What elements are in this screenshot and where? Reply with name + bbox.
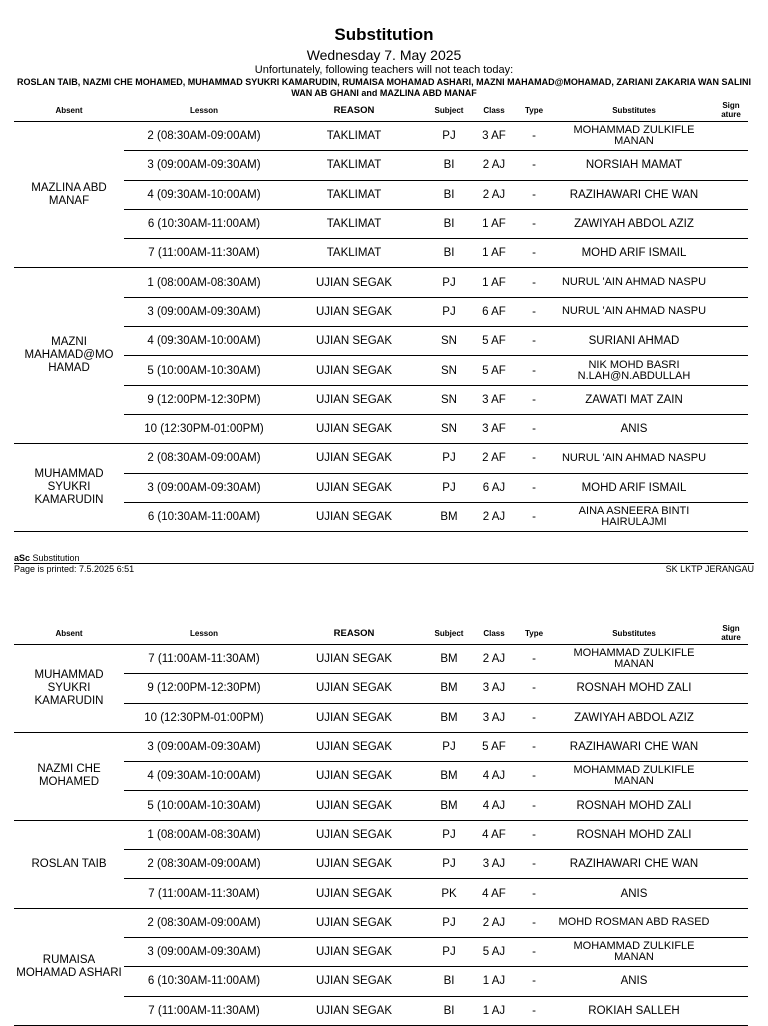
signature-cell [714,297,748,326]
subject-cell: BI [424,151,474,180]
printed-page-1 [0,24,768,532]
subject-cell: BM [424,674,474,703]
reason-cell: UJIAN SEGAK [284,268,424,297]
page-title: Substitution [334,25,434,44]
lesson-cell: 3 (09:00AM-09:30AM) [124,937,284,966]
class-cell: 1 AJ [474,996,514,1025]
subject-cell: BM [424,645,474,674]
substitute-cell: RAZIHAWARI CHE WAN [554,180,714,209]
substitute-cell: NURUL 'AIN AHMAD NASPU [554,444,714,473]
table-row [14,645,748,674]
absent-teacher-cell: MAZLINA ABD MANAF [14,122,124,268]
table-row [14,180,748,209]
type-cell: - [514,327,554,356]
type-cell: - [514,762,554,791]
type-cell: - [514,996,554,1025]
substitute-cell: ANIS [554,414,714,443]
signature-cell [714,180,748,209]
substitute-cell: ROSNAH MOHD ZALI [554,791,714,820]
table-row [14,414,748,443]
type-cell: - [514,820,554,849]
table-body [14,645,748,1026]
signature-cell [714,820,748,849]
footer-printed: Page is printed: 7.5.2025 6:51 [14,564,135,574]
class-cell: 1 AF [474,209,514,238]
col-reason: REASON [284,622,424,645]
class-cell: 4 AJ [474,762,514,791]
reason-cell: UJIAN SEGAK [284,937,424,966]
subject-cell: SN [424,327,474,356]
col-signature: Sign ature [714,99,748,122]
lesson-cell: 3 (09:00AM-09:30AM) [124,473,284,502]
class-cell: 4 AF [474,879,514,908]
col-subject: Subject [424,622,474,645]
reason-cell: UJIAN SEGAK [284,879,424,908]
reason-cell: TAKLIMAT [284,122,424,151]
signature-cell [714,473,748,502]
subject-cell: SN [424,356,474,385]
reason-cell: UJIAN SEGAK [284,297,424,326]
class-cell: 3 AF [474,414,514,443]
reason-cell: UJIAN SEGAK [284,645,424,674]
col-subject: Subject [424,99,474,122]
type-cell: - [514,791,554,820]
type-cell: - [514,645,554,674]
signature-cell [714,732,748,761]
subject-cell: PJ [424,122,474,151]
lesson-cell: 6 (10:30AM-11:00AM) [124,209,284,238]
substitute-cell: MOHD ROSMAN ABD RASED [554,908,714,937]
reason-cell: UJIAN SEGAK [284,850,424,879]
reason-cell: UJIAN SEGAK [284,732,424,761]
type-cell: - [514,239,554,268]
lesson-cell: 3 (09:00AM-09:30AM) [124,151,284,180]
reason-cell: UJIAN SEGAK [284,820,424,849]
lesson-cell: 6 (10:30AM-11:00AM) [124,502,284,531]
subject-cell: BI [424,180,474,209]
lesson-cell: 6 (10:30AM-11:00AM) [124,967,284,996]
subject-cell: BM [424,703,474,732]
lesson-cell: 2 (08:30AM-09:00AM) [124,444,284,473]
subject-cell: PK [424,879,474,908]
class-cell: 4 AF [474,820,514,849]
substitute-cell: ROKIAH SALLEH [554,996,714,1025]
reason-cell: UJIAN SEGAK [284,908,424,937]
col-lesson: Lesson [124,99,284,122]
absent-teacher-cell: MAZNI MAHAMAD@MO HAMAD [14,268,124,444]
table-row [14,674,748,703]
table-row [14,356,748,385]
table-row [14,502,748,531]
lesson-cell: 7 (11:00AM-11:30AM) [124,879,284,908]
lesson-cell: 1 (08:00AM-08:30AM) [124,268,284,297]
absent-teacher-cell: ROSLAN TAIB [14,820,124,908]
footer-app: aSc [14,553,31,563]
absent-teacher-cell: MUHAMMAD SYUKRI KAMARUDIN [14,444,124,532]
signature-cell [714,444,748,473]
table-row [14,385,748,414]
signature-cell [714,385,748,414]
table-row [14,473,748,502]
absent-teacher-cell: MUHAMMAD SYUKRI KAMARUDIN [14,645,124,733]
lesson-cell: 2 (08:30AM-09:00AM) [124,850,284,879]
class-cell: 5 AF [474,327,514,356]
lesson-cell: 3 (09:00AM-09:30AM) [124,732,284,761]
substitute-cell: MOHD ARIF ISMAIL [554,473,714,502]
subject-cell: BI [424,967,474,996]
absent-teacher-cell: NAZMI CHE MOHAMED [14,732,124,820]
subject-cell: BM [424,502,474,531]
class-cell: 3 AF [474,122,514,151]
type-cell: - [514,879,554,908]
type-cell: - [514,473,554,502]
subject-cell: SN [424,385,474,414]
lesson-cell: 10 (12:30PM-01:00PM) [124,414,284,443]
signature-cell [714,327,748,356]
table-row [14,703,748,732]
type-cell: - [514,122,554,151]
report-date: Wednesday 7. May 2025 [306,47,462,63]
col-substitutes: Substitutes [554,99,714,122]
subject-cell: BM [424,791,474,820]
printed-page-2 [0,622,768,1026]
table-row [14,908,748,937]
class-cell: 2 AJ [474,180,514,209]
lesson-cell: 4 (09:30AM-10:00AM) [124,180,284,209]
class-cell: 2 AJ [474,908,514,937]
page-footer [14,553,754,574]
col-signature: Sign ature [714,622,748,645]
substitute-cell: MOHD ARIF ISMAIL [554,239,714,268]
substitute-cell: RAZIHAWARI CHE WAN [554,732,714,761]
substitute-cell: MOHAMMAD ZULKIFLE MANAN [554,762,714,791]
subject-cell: PJ [424,820,474,849]
class-cell: 6 AF [474,297,514,326]
table-row [14,879,748,908]
lesson-cell: 9 (12:00PM-12:30PM) [124,674,284,703]
class-cell: 1 AF [474,268,514,297]
type-cell: - [514,674,554,703]
col-reason: REASON [284,99,424,122]
type-cell: - [514,908,554,937]
subject-cell: PJ [424,268,474,297]
intro-text: Unfortunately, following teachers will not teach today: [254,64,514,76]
signature-cell [714,356,748,385]
class-cell: 1 AF [474,239,514,268]
reason-cell: UJIAN SEGAK [284,444,424,473]
table-row [14,239,748,268]
substitute-cell: ANIS [554,967,714,996]
col-type: Type [514,99,554,122]
lesson-cell: 7 (11:00AM-11:30AM) [124,239,284,268]
table-row [14,762,748,791]
class-cell: 4 AJ [474,791,514,820]
lesson-cell: 9 (12:00PM-12:30PM) [124,385,284,414]
reason-cell: TAKLIMAT [284,209,424,238]
class-cell: 5 AF [474,356,514,385]
signature-cell [714,996,748,1025]
table-row [14,820,748,849]
lesson-cell: 4 (09:30AM-10:00AM) [124,327,284,356]
reason-cell: UJIAN SEGAK [284,967,424,996]
col-absent: Absent [14,99,124,122]
table-row [14,209,748,238]
absent-teachers-list: ROSLAN TAIB, NAZMI CHE MOHAMED, MUHAMMAD SYUKRI KAMARUDIN, RUMAISA MOHAMAD ASHARI, MAZNI MAHAMAD@MOHAMAD, ZARIANI ZAKARIA WAN SALINI WAN AB GHANI and MAZLINA ABD MANAF [16,77,752,98]
subject-cell: PJ [424,444,474,473]
lesson-cell: 5 (10:00AM-10:30AM) [124,356,284,385]
type-cell: - [514,937,554,966]
lesson-cell: 1 (08:00AM-08:30AM) [124,820,284,849]
substitute-cell: NURUL 'AIN AHMAD NASPU [554,268,714,297]
signature-cell [714,791,748,820]
reason-cell: UJIAN SEGAK [284,703,424,732]
signature-cell [714,937,748,966]
reason-cell: UJIAN SEGAK [284,502,424,531]
substitute-cell: MOHAMMAD ZULKIFLE MANAN [554,122,714,151]
class-cell: 5 AJ [474,937,514,966]
type-cell: - [514,268,554,297]
col-type: Type [514,622,554,645]
table-row [14,996,748,1025]
lesson-cell: 3 (09:00AM-09:30AM) [124,297,284,326]
substitute-cell: ZAWATI MAT ZAIN [554,385,714,414]
subject-cell: PJ [424,937,474,966]
type-cell: - [514,385,554,414]
signature-cell [714,850,748,879]
substitute-cell: ZAWIYAH ABDOL AZIZ [554,209,714,238]
table-row [14,151,748,180]
signature-cell [714,268,748,297]
substitute-cell: MOHAMMAD ZULKIFLE MANAN [554,645,714,674]
table-row [14,444,748,473]
type-cell: - [514,850,554,879]
type-cell: - [514,732,554,761]
col-class: Class [474,99,514,122]
substitute-cell: NORSIAH MAMAT [554,151,714,180]
reason-cell: UJIAN SEGAK [284,762,424,791]
class-cell: 2 AJ [474,645,514,674]
table-row [14,850,748,879]
reason-cell: UJIAN SEGAK [284,674,424,703]
col-absent: Absent [14,622,124,645]
absent-teacher-cell: RUMAISA MOHAMAD ASHARI [14,908,124,1025]
col-class: Class [474,622,514,645]
lesson-cell: 2 (08:30AM-09:00AM) [124,122,284,151]
type-cell: - [514,703,554,732]
substitute-cell: NURUL 'AIN AHMAD NASPU [554,297,714,326]
type-cell: - [514,967,554,996]
class-cell: 3 AJ [474,703,514,732]
footer-app-name: Substitution [30,553,80,563]
subject-cell: PJ [424,850,474,879]
subject-cell: BI [424,209,474,238]
type-cell: - [514,297,554,326]
table-row [14,791,748,820]
class-cell: 2 AJ [474,151,514,180]
table-row [14,122,748,151]
table-header-row [14,99,748,122]
subject-cell: SN [424,414,474,443]
subject-cell: PJ [424,473,474,502]
col-lesson: Lesson [124,622,284,645]
reason-cell: UJIAN SEGAK [284,414,424,443]
signature-cell [714,908,748,937]
class-cell: 3 AF [474,385,514,414]
subject-cell: BI [424,996,474,1025]
subject-cell: PJ [424,732,474,761]
class-cell: 5 AF [474,732,514,761]
table-body [14,122,748,532]
lesson-cell: 2 (08:30AM-09:00AM) [124,908,284,937]
signature-cell [714,239,748,268]
subject-cell: PJ [424,908,474,937]
subject-cell: BI [424,239,474,268]
signature-cell [714,703,748,732]
signature-cell [714,122,748,151]
reason-cell: TAKLIMAT [284,151,424,180]
reason-cell: UJIAN SEGAK [284,327,424,356]
substitute-cell: NIK MOHD BASRI N.LAH@N.ABDULLAH [554,356,714,385]
signature-cell [714,967,748,996]
reason-cell: UJIAN SEGAK [284,356,424,385]
type-cell: - [514,444,554,473]
table-row [14,297,748,326]
type-cell: - [514,414,554,443]
substitute-cell: ROSNAH MOHD ZALI [554,820,714,849]
reason-cell: TAKLIMAT [284,239,424,268]
substitute-cell: MOHAMMAD ZULKIFLE MANAN [554,937,714,966]
subject-cell: PJ [424,297,474,326]
lesson-cell: 5 (10:00AM-10:30AM) [124,791,284,820]
substitute-cell: RAZIHAWARI CHE WAN [554,850,714,879]
type-cell: - [514,180,554,209]
substitute-cell: ZAWIYAH ABDOL AZIZ [554,703,714,732]
lesson-cell: 7 (11:00AM-11:30AM) [124,996,284,1025]
signature-cell [714,762,748,791]
reason-cell: UJIAN SEGAK [284,791,424,820]
substitute-cell: SURIANI AHMAD [554,327,714,356]
lesson-cell: 10 (12:30PM-01:00PM) [124,703,284,732]
col-substitutes: Substitutes [554,622,714,645]
reason-cell: UJIAN SEGAK [284,473,424,502]
table-row [14,732,748,761]
lesson-cell: 7 (11:00AM-11:30AM) [124,645,284,674]
type-cell: - [514,209,554,238]
footer-school: SK LKTP JERANGAU [665,564,754,574]
signature-cell [714,151,748,180]
type-cell: - [514,356,554,385]
reason-cell: TAKLIMAT [284,180,424,209]
table-row [14,967,748,996]
type-cell: - [514,502,554,531]
substitute-cell: ANIS [554,879,714,908]
signature-cell [714,502,748,531]
type-cell: - [514,151,554,180]
substitution-table-continued [14,622,748,1026]
table-row [14,327,748,356]
signature-cell [714,414,748,443]
table-row [14,937,748,966]
substitute-cell: ROSNAH MOHD ZALI [554,674,714,703]
signature-cell [714,879,748,908]
class-cell: 2 AJ [474,502,514,531]
class-cell: 6 AJ [474,473,514,502]
reason-cell: UJIAN SEGAK [284,385,424,414]
signature-cell [714,645,748,674]
table-row [14,268,748,297]
signature-cell [714,209,748,238]
class-cell: 1 AJ [474,967,514,996]
substitute-cell: AINA ASNEERA BINTI HAIRULAJMI [554,502,714,531]
signature-cell [714,674,748,703]
class-cell: 3 AJ [474,850,514,879]
lesson-cell: 4 (09:30AM-10:00AM) [124,762,284,791]
reason-cell: UJIAN SEGAK [284,996,424,1025]
class-cell: 2 AF [474,444,514,473]
subject-cell: BM [424,762,474,791]
class-cell: 3 AJ [474,674,514,703]
table-header-row [14,622,748,645]
substitution-table [14,99,748,532]
